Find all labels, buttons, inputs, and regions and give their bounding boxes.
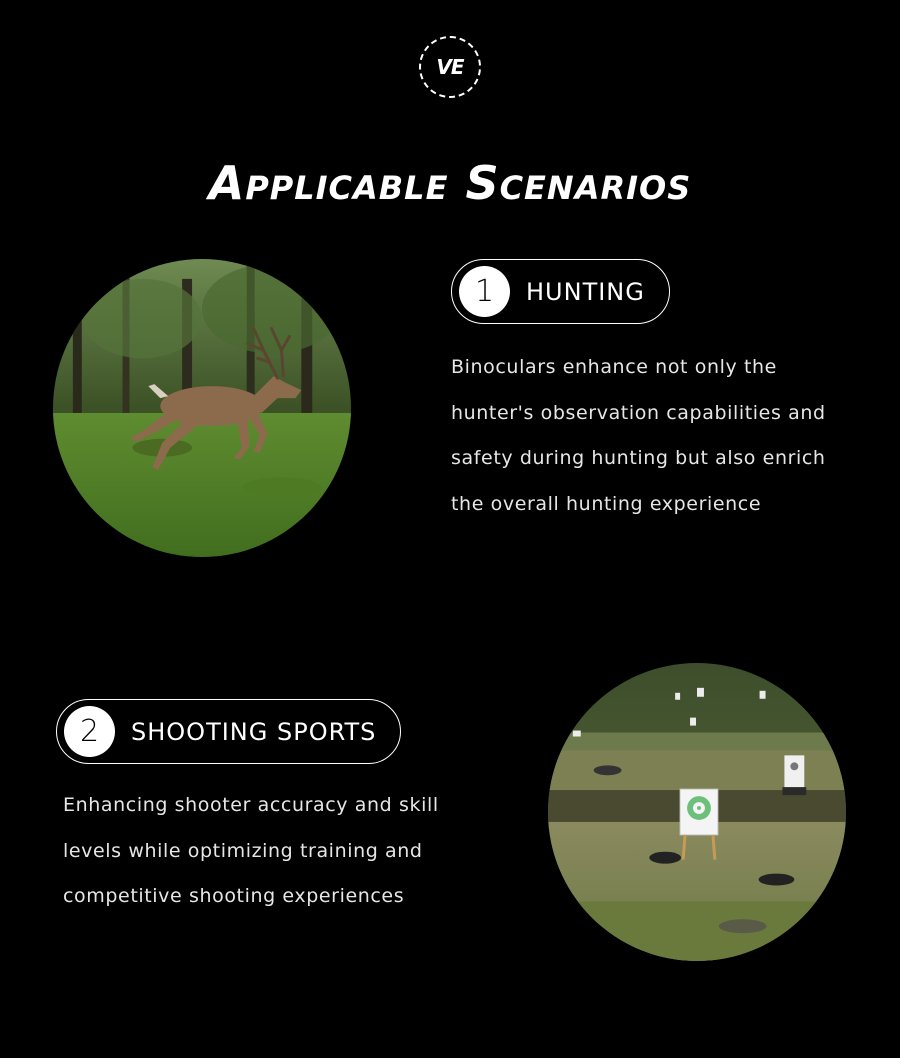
scenario-1-label: HUNTING (526, 277, 645, 306)
brand-logo-text: VE (436, 55, 464, 79)
scenario-2-number-badge: 2 (64, 706, 115, 757)
scenario-1-description-line: Binoculars enhance not only the (451, 356, 777, 378)
brand-logo (419, 36, 481, 98)
scenario-2-heading (56, 699, 401, 764)
scenario-1-description-line: hunter's observation capabilities and (451, 401, 826, 424)
page-title: Applicable Scenarios (208, 156, 692, 210)
scenario-2-description-line: Enhancing shooter accuracy and skill (63, 794, 439, 816)
scenario-2-description-line: competitive shooting experiences (63, 885, 405, 907)
scenario-1-number-badge: 1 (459, 266, 510, 317)
scenario-2-label: SHOOTING SPORTS (131, 717, 377, 746)
hunting-deer-photo (53, 259, 351, 557)
shooting-range-photo (548, 663, 846, 961)
scenario-1-description (451, 345, 871, 527)
scenario-2-description-line: levels while optimizing training and (63, 839, 423, 862)
scenario-1-heading (451, 259, 670, 324)
scenario-2-description (63, 783, 483, 920)
scenario-1-description-line: the overall hunting experience (451, 492, 762, 515)
scenario-1-description-line: safety during hunting but also enrich (451, 447, 826, 469)
